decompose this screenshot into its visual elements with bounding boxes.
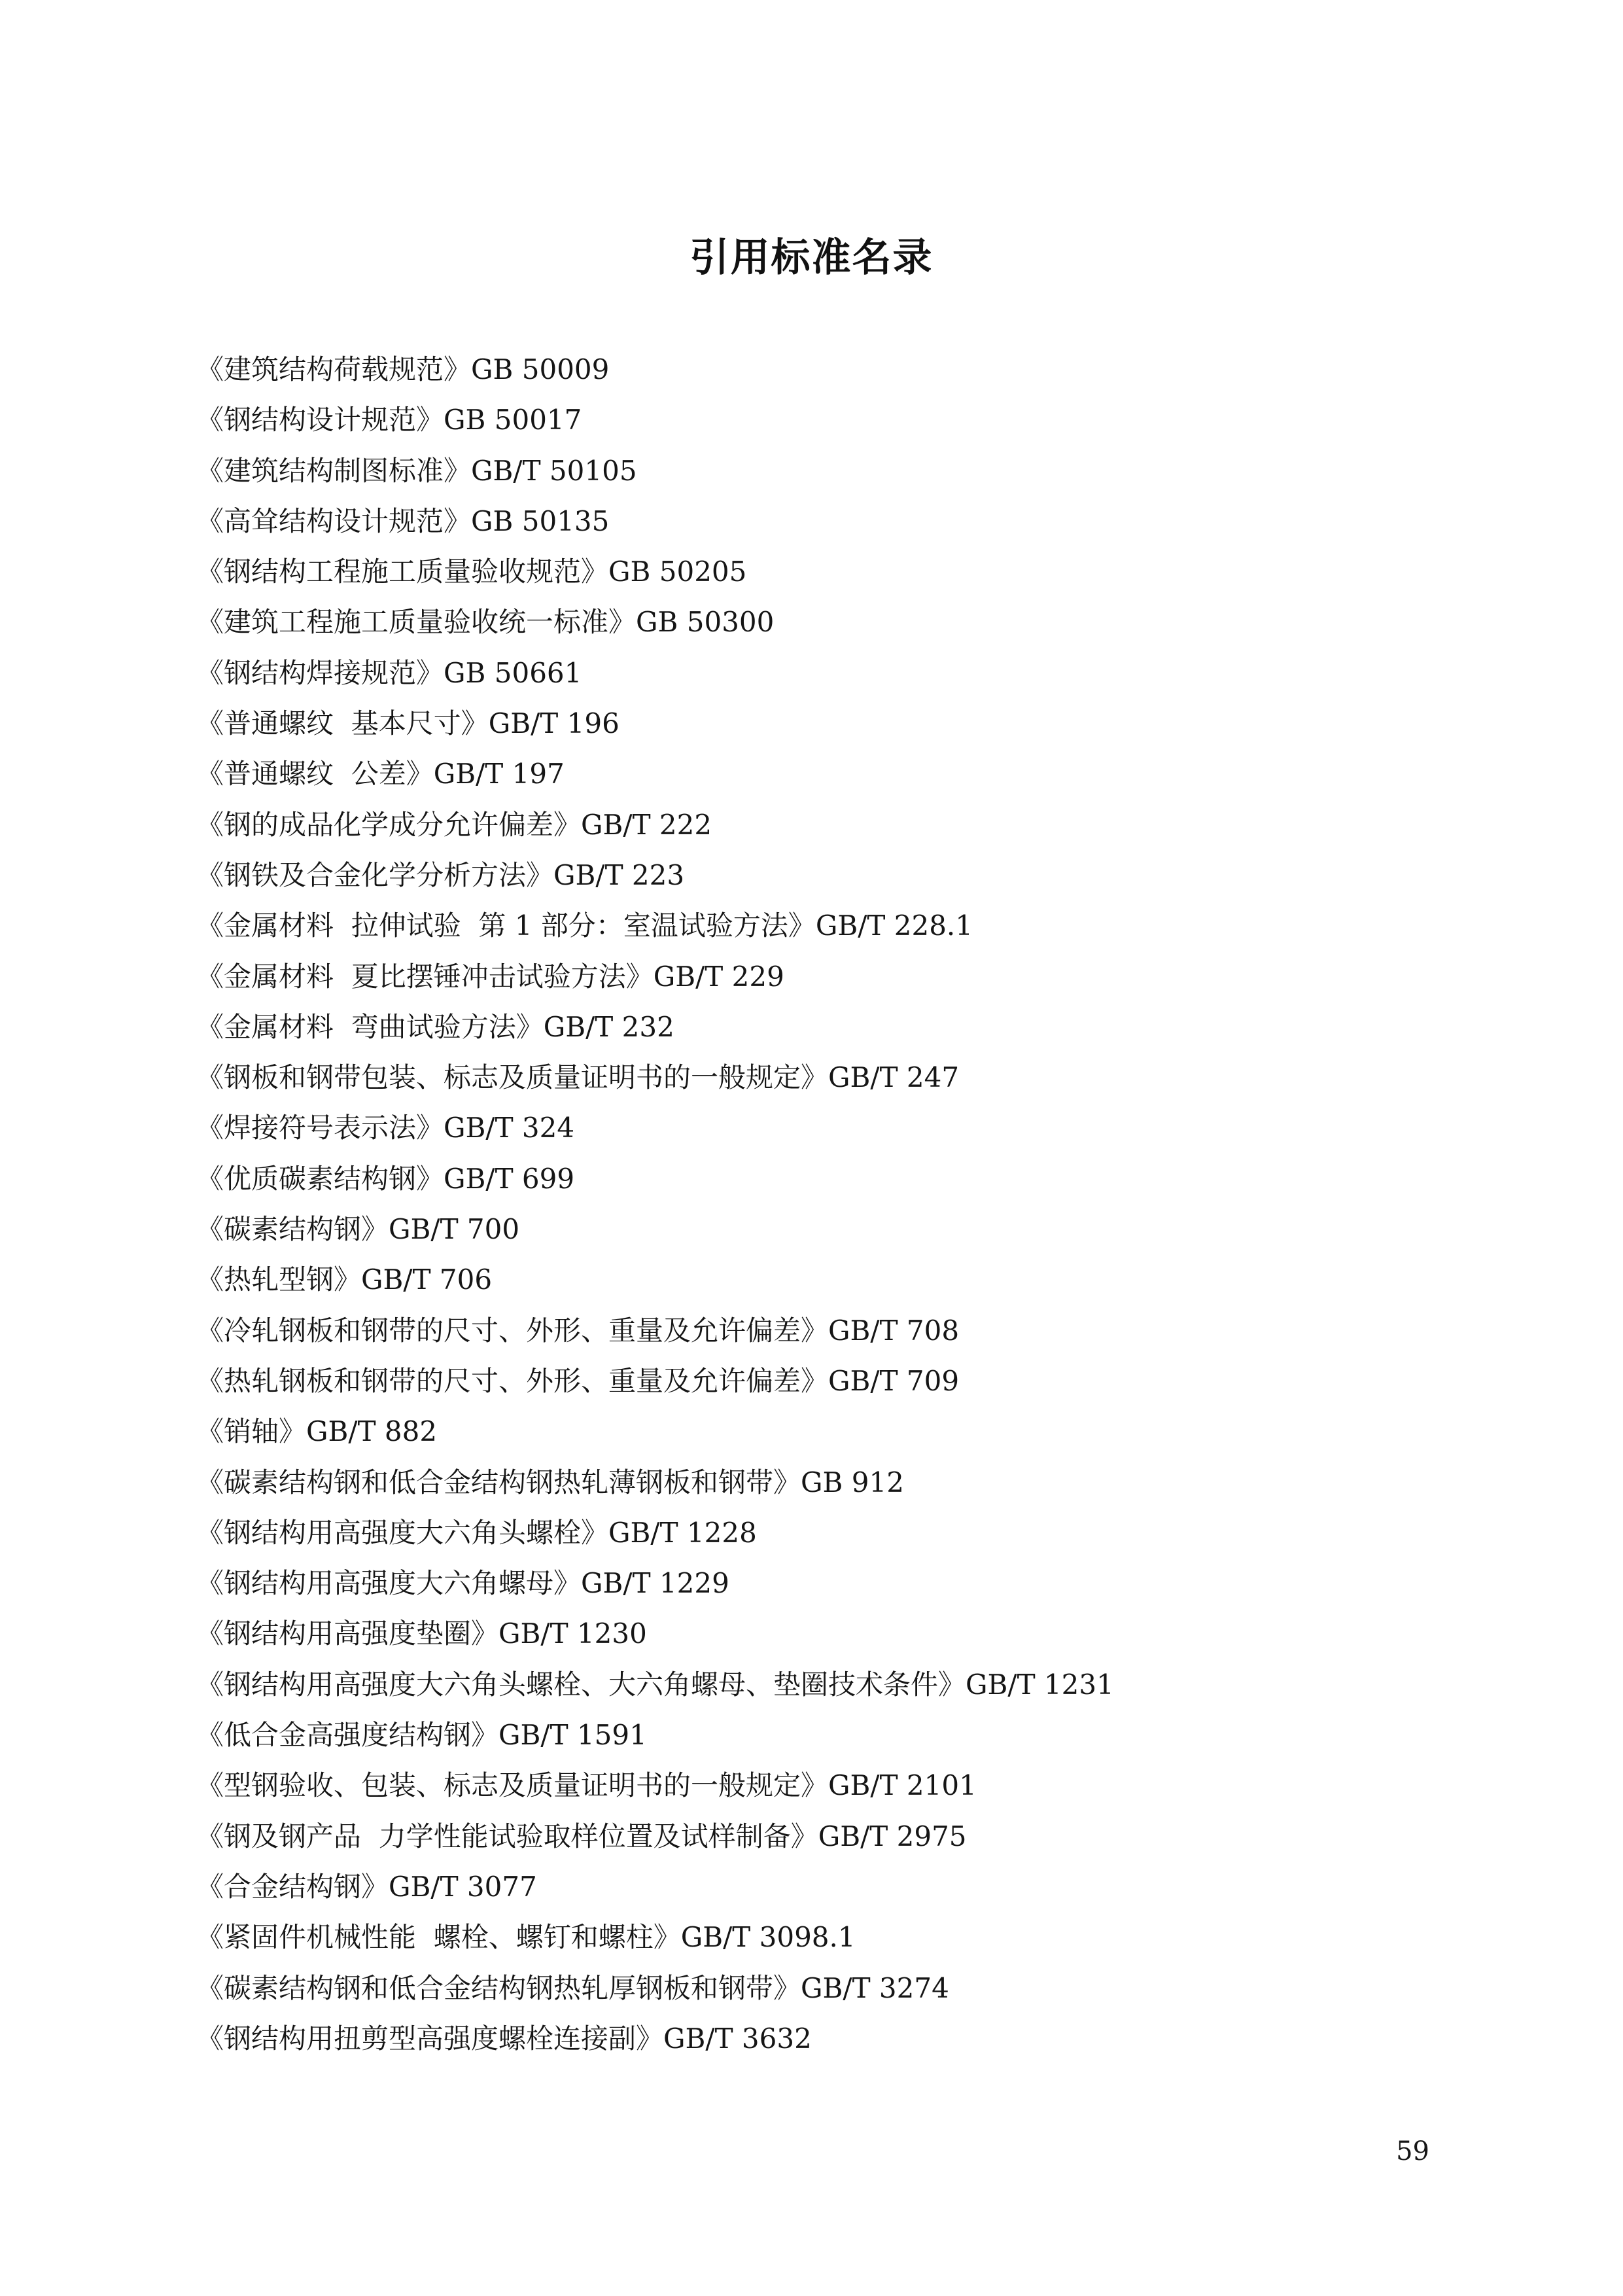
reference-standards-list (196, 344, 1505, 2064)
reference-item: 《金属材料 夏比摆锤冲击试验方法》GB/T 229 (196, 960, 784, 993)
reference-item: 《钢结构用高强度大六角头螺栓、大六角螺母、垫圈技术条件》GB/T 1231 (196, 1668, 1114, 1701)
reference-item: 《普通螺纹 基本尺寸》GB/T 196 (196, 707, 620, 740)
reference-item: 《型钢验收、包装、标志及质量证明书的一般规定》GB/T 2101 (196, 1769, 977, 1802)
reference-item: 《碳素结构钢》GB/T 700 (196, 1213, 520, 1246)
reference-item: 《碳素结构钢和低合金结构钢热轧厚钢板和钢带》GB/T 3274 (196, 1971, 949, 2004)
reference-item: 《钢结构用高强度大六角头螺栓》GB/T 1228 (196, 1516, 757, 1549)
reference-item: 《钢板和钢带包装、标志及质量证明书的一般规定》GB/T 247 (196, 1061, 960, 1094)
reference-item: 《钢结构焊接规范》GB 50661 (196, 656, 582, 689)
reference-item: 《金属材料 拉伸试验 第 1 部分：室温试验方法》GB/T 228.1 (196, 910, 973, 942)
reference-item: 《热轧型钢》GB/T 706 (196, 1263, 493, 1296)
page-number: 59 (1396, 2136, 1429, 2166)
reference-item: 《优质碳素结构钢》GB/T 699 (196, 1162, 575, 1195)
reference-item: 《销轴》GB/T 882 (196, 1415, 438, 1448)
reference-item: 《钢结构设计规范》GB 50017 (196, 404, 582, 436)
reference-item: 《高耸结构设计规范》GB 50135 (196, 504, 610, 537)
reference-item: 《钢结构用高强度垫圈》GB/T 1230 (196, 1617, 647, 1650)
reference-item: 《钢及钢产品 力学性能试验取样位置及试样制备》GB/T 2975 (196, 1820, 967, 1852)
reference-item: 《合金结构钢》GB/T 3077 (196, 1870, 537, 1903)
reference-item: 《钢铁及合金化学分析方法》GB/T 223 (196, 858, 685, 891)
reference-item: 《钢结构工程施工质量验收规范》GB 50205 (196, 556, 747, 588)
reference-item: 《建筑工程施工质量验收统一标准》GB 50300 (196, 606, 775, 639)
reference-item: 《金属材料 弯曲试验方法》GB/T 232 (196, 1010, 674, 1043)
reference-item: 《建筑结构制图标准》GB/T 50105 (196, 454, 637, 487)
reference-item: 《碳素结构钢和低合金结构钢热轧薄钢板和钢带》GB 912 (196, 1466, 904, 1498)
page-title: 引用标准名录 (689, 235, 934, 281)
reference-item: 《焊接符号表示法》GB/T 324 (196, 1112, 575, 1144)
reference-item: 《钢结构用高强度大六角螺母》GB/T 1229 (196, 1567, 729, 1600)
reference-item: 《紧固件机械性能 螺栓、螺钉和螺柱》GB/T 3098.1 (196, 1921, 856, 1954)
reference-item: 《普通螺纹 公差》GB/T 197 (196, 758, 565, 790)
reference-item: 《低合金高强度结构钢》GB/T 1591 (196, 1719, 647, 1752)
reference-item: 《建筑结构荷载规范》GB 50009 (196, 353, 610, 385)
reference-item: 《冷轧钢板和钢带的尺寸、外形、重量及允许偏差》GB/T 708 (196, 1314, 960, 1347)
reference-item: 《热轧钢板和钢带的尺寸、外形、重量及允许偏差》GB/T 709 (196, 1364, 960, 1397)
reference-item: 《钢结构用扭剪型高强度螺栓连接副》GB/T 3632 (196, 2022, 812, 2055)
reference-item: 《钢的成品化学成分允许偏差》GB/T 222 (196, 808, 712, 841)
